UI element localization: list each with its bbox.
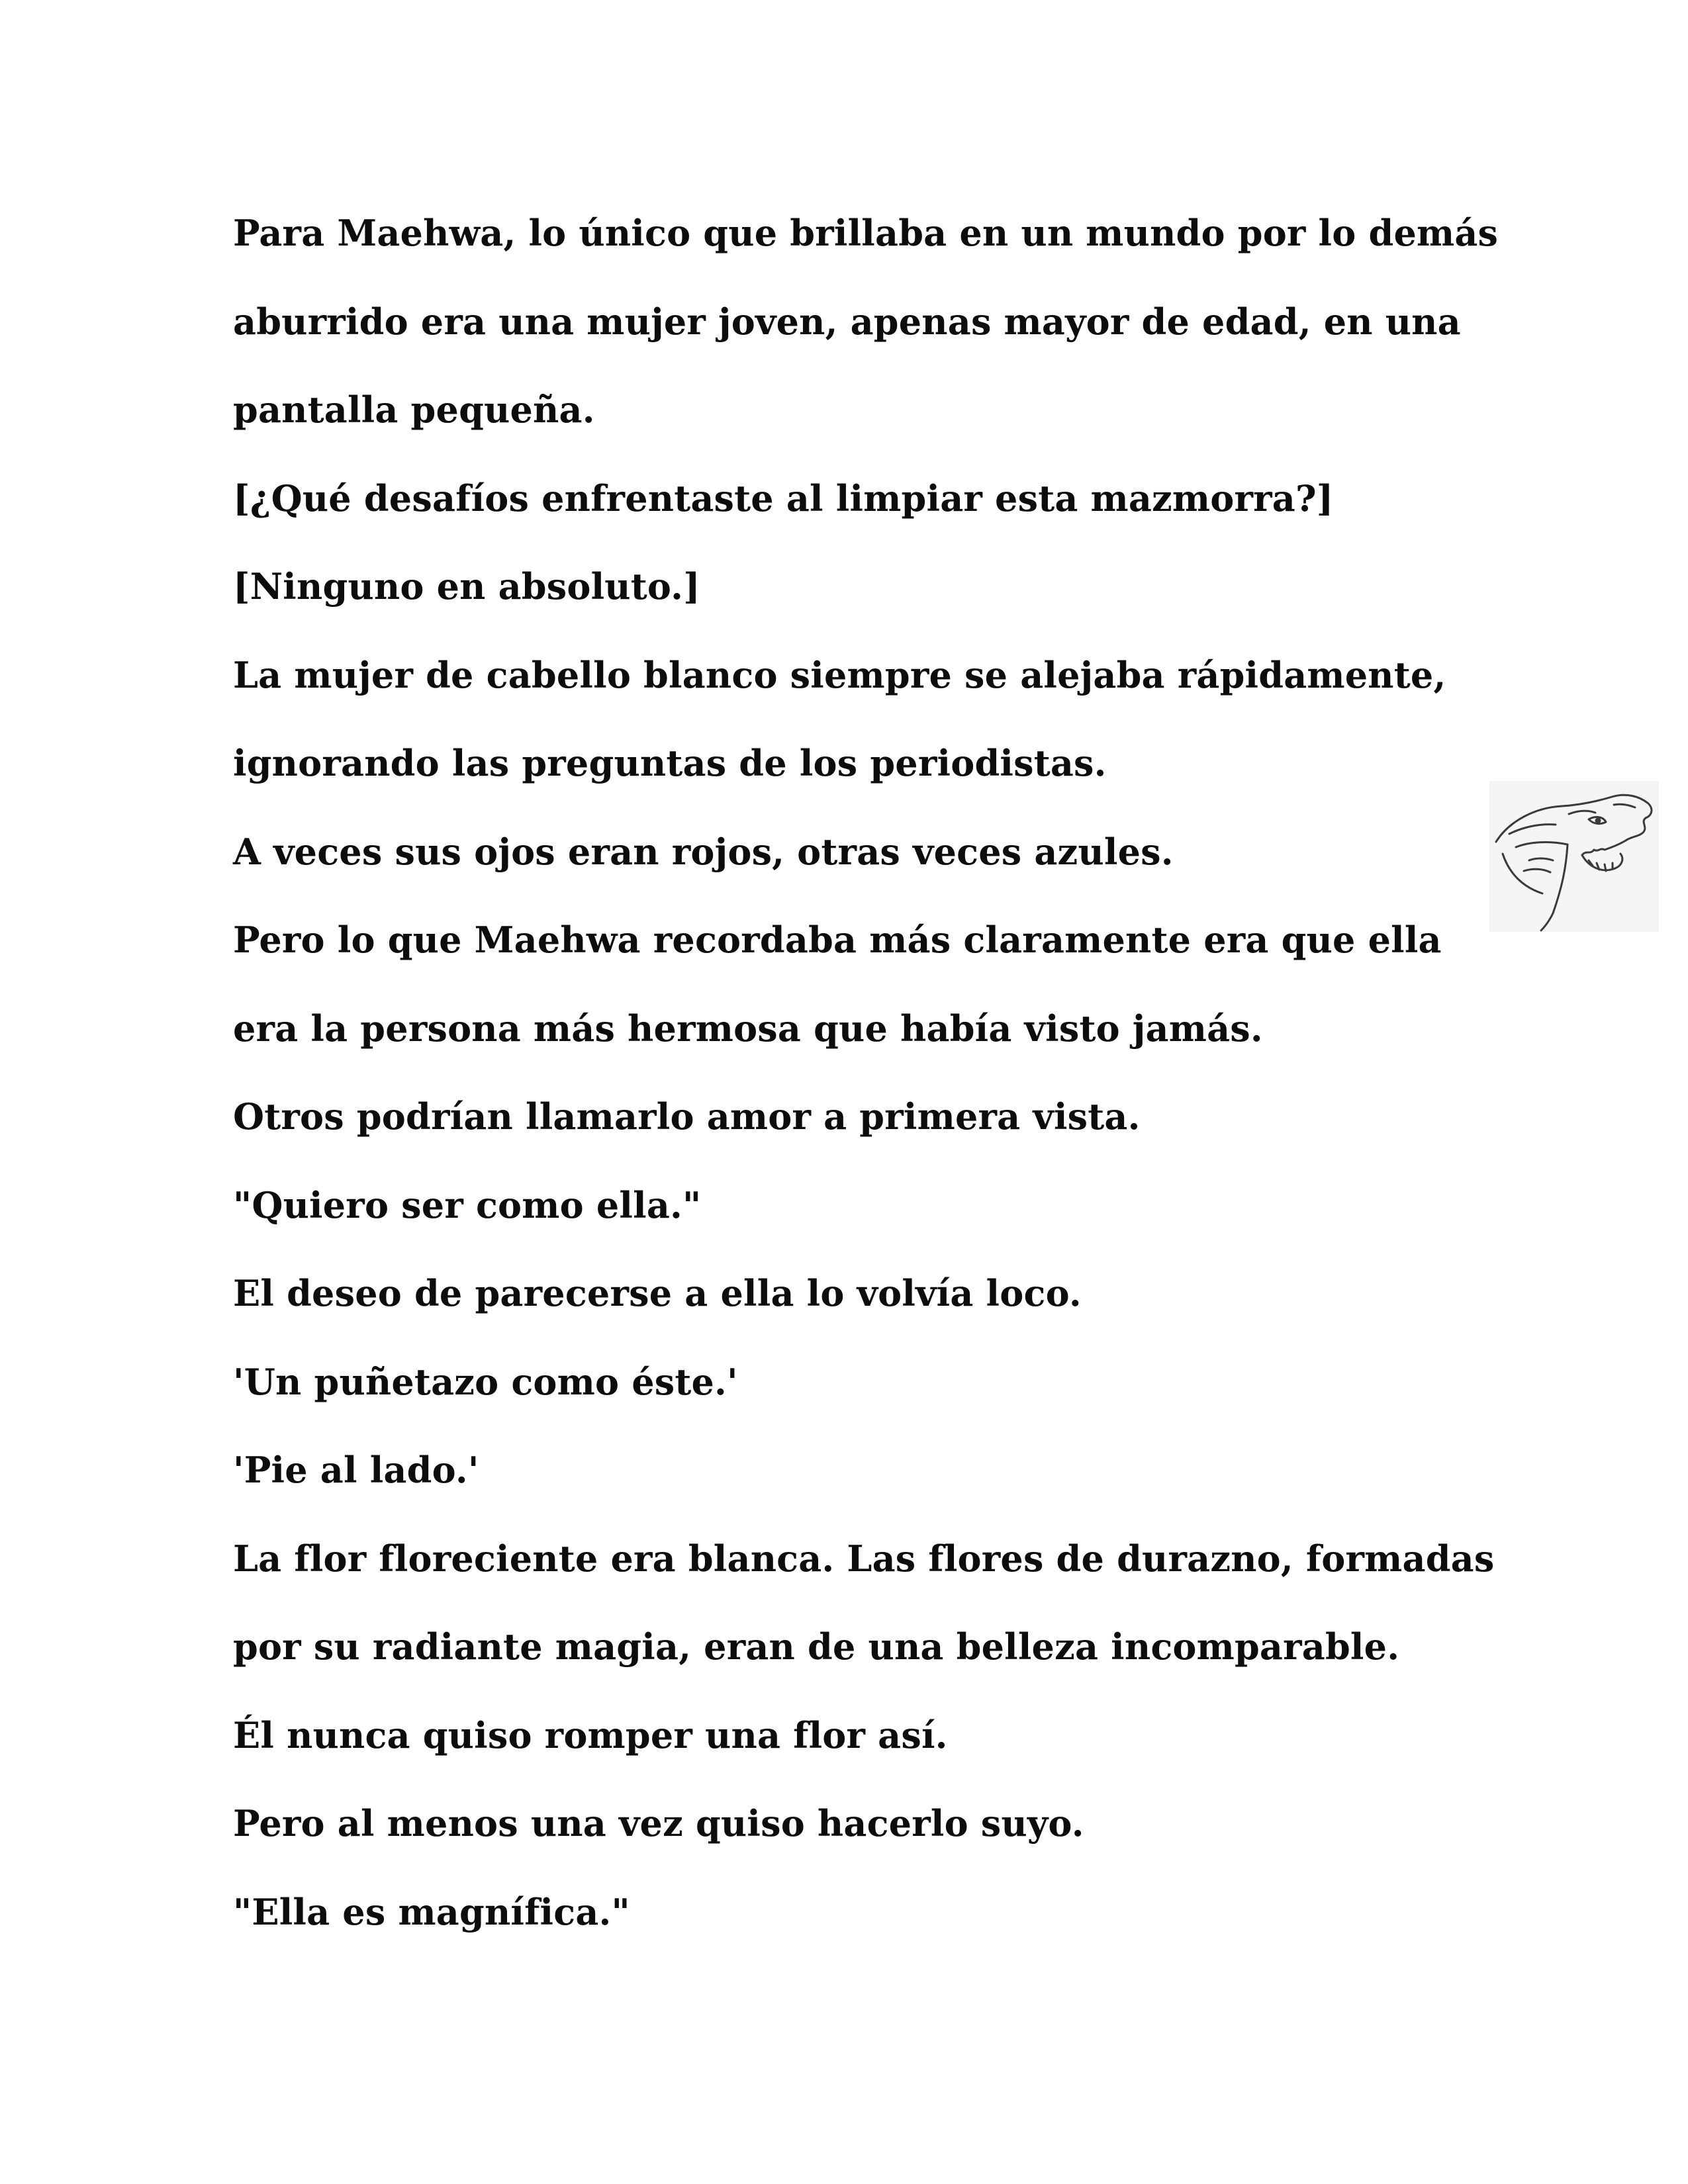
text-line: pantalla pequeña. — [233, 388, 595, 431]
text-body — [233, 189, 1499, 1956]
text-line: por su radiante magia, eran de una belleza incomparable. — [233, 1625, 1400, 1668]
text-line: Pero lo que Maehwa recordaba más claramente era que ella — [233, 919, 1442, 961]
text-line: Él nunca quiso romper una flor así. — [233, 1713, 948, 1756]
text-line: Para Maehwa, lo único que brillaba en un mundo por lo demás — [233, 212, 1499, 254]
text-line: A veces sus ojos eran rojos, otras veces azules. — [233, 830, 1174, 873]
text-line: La mujer de cabello blanco siempre se alejaba rápidamente, — [233, 653, 1446, 696]
text-line: "Ella es magnífica." — [233, 1890, 630, 1933]
text-line: [Ninguno en absoluto.] — [233, 565, 700, 608]
text-line: 'Un puñetazo como éste.' — [233, 1360, 738, 1403]
text-line: Pero al menos una vez quiso hacerlo suyo. — [233, 1802, 1084, 1844]
text-line: "Quiero ser como ella." — [233, 1183, 702, 1226]
text-line: 'Pie al lado.' — [233, 1449, 479, 1491]
text-line: Otros podrían llamarlo amor a primera vista. — [233, 1095, 1141, 1138]
dinosaur-head-icon — [1489, 781, 1659, 932]
text-line: El deseo de parecerse a ella lo volvía loco. — [233, 1272, 1082, 1314]
text-line: [¿Qué desafíos enfrentaste al limpiar esta mazmorra?] — [233, 477, 1334, 520]
text-line: era la persona más hermosa que había visto jamás. — [233, 1007, 1263, 1050]
text-line: ignorando las preguntas de los periodistas. — [233, 742, 1107, 784]
text-line: aburrido era una mujer joven, apenas mayor de edad, en una — [233, 300, 1461, 343]
text-line: La flor floreciente era blanca. Las flores de durazno, formadas — [233, 1537, 1495, 1580]
